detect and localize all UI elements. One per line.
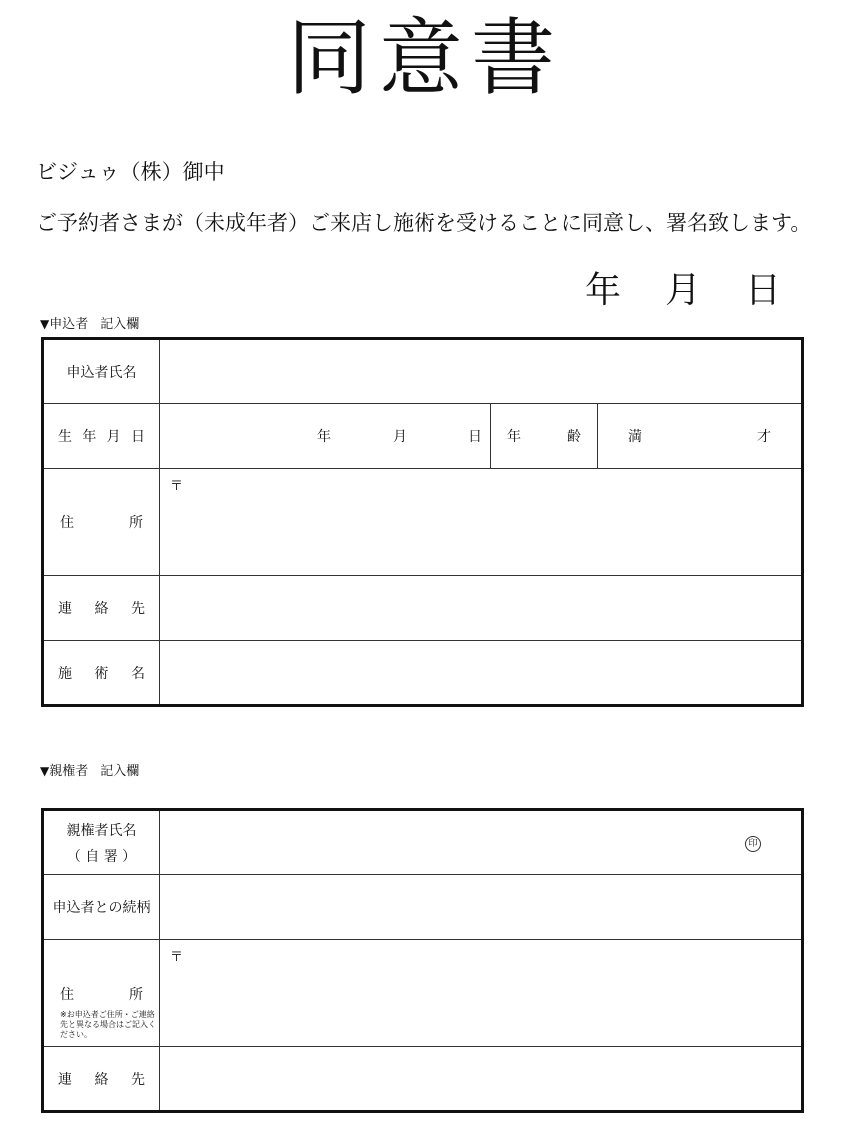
applicant-name-field[interactable] <box>160 339 803 404</box>
birth-day-unit: 日 <box>468 429 482 445</box>
applicant-contact-label: 連 絡 先 <box>43 576 160 641</box>
age-label: 年 齢 <box>491 404 598 469</box>
triangle-down-icon: ▼ <box>40 317 50 331</box>
guardian-contact-label: 連 絡 先 <box>43 1047 160 1112</box>
triangle-down-icon: ▼ <box>40 764 50 778</box>
consent-text: ご予約者さまが（未成年者）ご来店し施術を受けることに同意し、署名致します。 <box>36 211 812 235</box>
birth-month-unit: 月 <box>393 429 407 445</box>
seal-icon: 印 <box>745 836 761 852</box>
applicant-header-text: 申込者 <box>49 317 89 332</box>
guardian-section-header <box>40 760 139 779</box>
date-day-label: 日 <box>745 270 782 311</box>
guardian-contact-row <box>43 1047 803 1112</box>
guardian-header-text: 親権者 <box>49 764 89 779</box>
birthdate-label: 生 年 月 日 <box>43 404 160 469</box>
guardian-address-label: 住 所 ※お申込者ご住所・ご連絡先と異なる場合はご記入ください。 <box>43 940 160 1047</box>
date-month-label: 月 <box>665 270 702 311</box>
applicant-section-header <box>40 313 139 332</box>
guardian-contact-field[interactable] <box>160 1047 803 1112</box>
birth-year-unit: 年 <box>317 429 331 445</box>
birthdate-field[interactable] <box>160 404 491 469</box>
treatment-row <box>43 641 803 706</box>
guardian-name-label: 親権者氏名 （ 自 署 ） <box>43 810 160 875</box>
relation-row <box>43 875 803 940</box>
guardian-header-suffix: 記入欄 <box>100 764 140 779</box>
treatment-field[interactable] <box>160 641 803 706</box>
applicant-address-label: 住 所 <box>43 469 160 576</box>
age-suffix: 才 <box>757 429 772 445</box>
treatment-label: 施 術 名 <box>43 641 160 706</box>
age-prefix: 満 <box>628 429 642 445</box>
relation-label: 申込者との続柄 <box>43 875 160 940</box>
applicant-address-field[interactable] <box>160 469 803 576</box>
guardian-address-field[interactable] <box>160 940 803 1047</box>
address-note: ※お申込者ご住所・ご連絡先と異なる場合はご記入ください。 <box>60 1010 156 1039</box>
signature-date <box>585 262 781 313</box>
guardian-name-row <box>43 810 803 875</box>
guardian-name-sublabel: （ 自 署 ） <box>66 848 137 865</box>
guardian-form-table <box>41 808 804 1113</box>
applicant-name-label: 申込者氏名 <box>43 339 160 404</box>
applicant-header-suffix: 記入欄 <box>100 317 140 332</box>
applicant-form-table <box>41 337 804 707</box>
document-title: 同意書 <box>286 9 563 107</box>
postal-mark: 〒 <box>170 950 184 965</box>
addressee: ビジュゥ（株）御中 <box>36 160 225 184</box>
guardian-name-field[interactable] <box>160 810 803 875</box>
postal-mark: 〒 <box>170 479 184 494</box>
birthdate-row <box>43 404 803 469</box>
age-field[interactable] <box>598 404 803 469</box>
applicant-contact-row <box>43 576 803 641</box>
applicant-contact-field[interactable] <box>160 576 803 641</box>
applicant-name-row <box>43 339 803 404</box>
guardian-address-row <box>43 940 803 1047</box>
relation-field[interactable] <box>160 875 803 940</box>
date-year-label: 年 <box>585 270 622 311</box>
applicant-address-row <box>43 469 803 576</box>
